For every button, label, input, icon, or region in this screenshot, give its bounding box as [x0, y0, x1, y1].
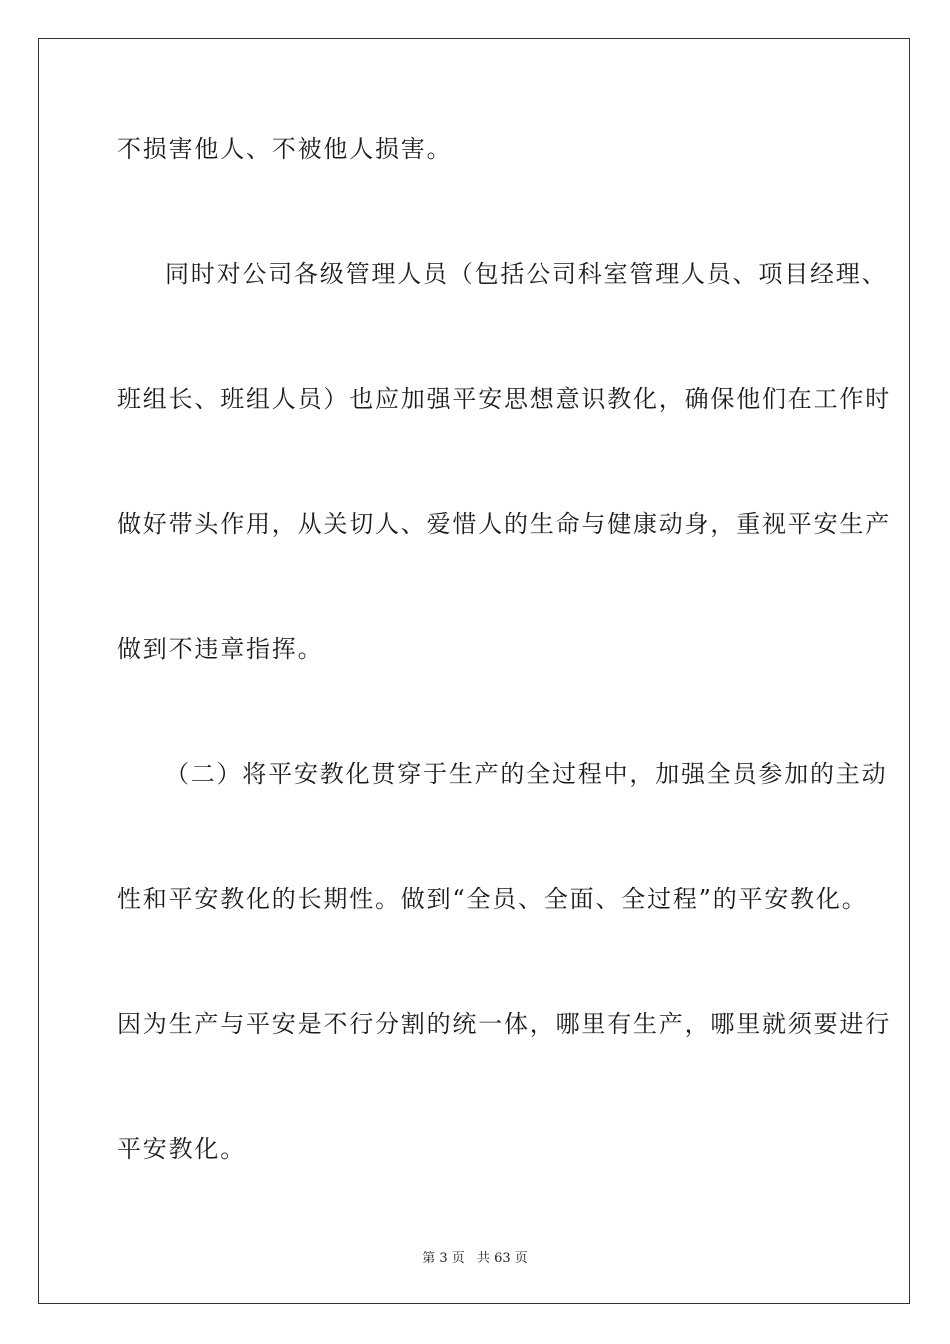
paragraph-line-4: 做好带头作用，从关切人、爱惜人的生命与健康动身，重视平安生产 — [117, 510, 891, 538]
paragraph-line-2: 同时对公司各级管理人员（包括公司科室管理人员、项目经理、 — [165, 260, 888, 288]
paragraph-line-6: （二）将平安教化贯穿于生产的全过程中，加强全员参加的主动 — [165, 760, 888, 788]
page-border — [38, 38, 910, 1304]
page-total: 共 63 页 — [476, 1251, 528, 1266]
paragraph-line-3: 班组长、班组人员）也应加强平安思想意识教化，确保他们在工作时 — [117, 385, 891, 413]
paragraph-line-9: 平安教化。 — [117, 1135, 246, 1163]
page-number: 第 3 页 — [422, 1251, 465, 1266]
paragraph-line-1: 不损害他人、不被他人损害。 — [117, 135, 453, 163]
paragraph-line-5: 做到不违章指挥。 — [117, 635, 324, 663]
paragraph-line-7: 性和平安教化的长期性。做到“全员、全面、全过程”的平安教化。 — [117, 885, 868, 913]
paragraph-line-8: 因为生产与平安是不行分割的统一体，哪里有生产，哪里就须要进行 — [117, 1010, 891, 1038]
page-footer — [0, 1247, 950, 1266]
